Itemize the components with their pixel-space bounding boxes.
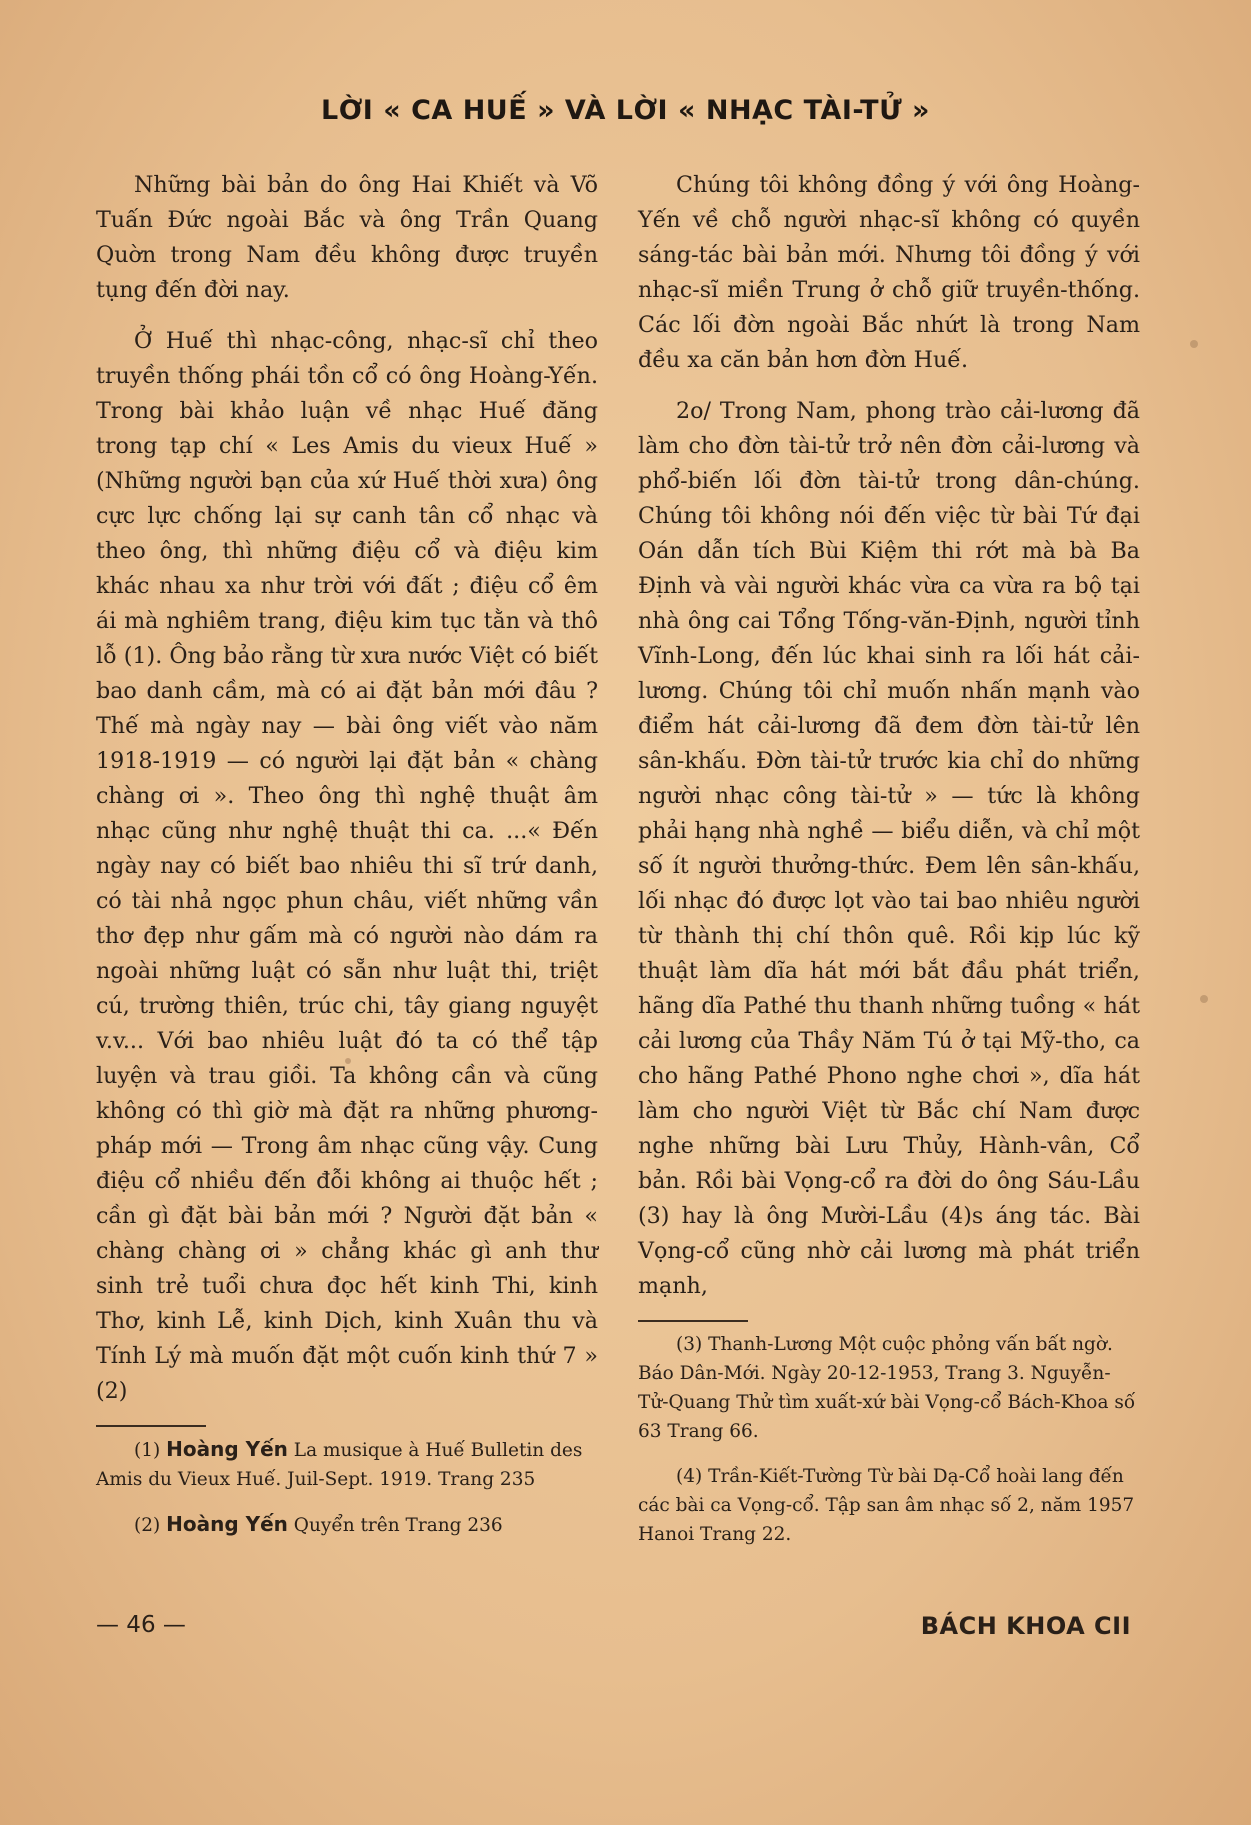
paragraph: Những bài bản do ông Hai Khiết và Võ Tuấn Đức ngoài Bắc và ông Trần Quang Quờn trong Nam đều không được truyền tụng đến đời nay.: [96, 172, 598, 303]
page-number: — 46 —: [96, 1612, 186, 1638]
footnote-author: Hoàng Yến: [166, 1512, 288, 1536]
footnote-text: Trần-Kiết-Tường Từ bài Dạ-Cổ hoài lang đến các bài ca Vọng-cổ. Tập san âm nhạc số 2, năm 1957 Hanoi Trang 22.: [638, 1466, 1135, 1545]
footnote: [96, 1510, 598, 1540]
footnote-divider: [638, 1320, 748, 1322]
footnote-number: (4): [676, 1466, 703, 1487]
footnote: [638, 1330, 1140, 1446]
left-column: [96, 168, 598, 1556]
footnote-author: Hoàng Yến: [166, 1437, 288, 1461]
paper-spot: [1190, 340, 1198, 348]
article-title: LỜI « CA HUẾ » VÀ LỜI « NHẠC TÀI-TỬ »: [321, 95, 930, 126]
footnote-ref: La musique à Huế Bulletin des Amis du Vieux Huế. Juil-Sept. 1919. Trang 235: [96, 1440, 583, 1490]
footnote-number: (2): [134, 1515, 161, 1536]
footnote-text: Thanh-Lương Một cuộc phỏng vấn bất ngờ. Báo Dân-Mới. Ngày 20-12-1953, Trang 3. Nguyễn-Tử-Quang Thử tìm xuất-xứ bài Vọng-cổ Bách-Khoa số 63 Trang 66.: [638, 1334, 1136, 1442]
footnote-number: (3): [676, 1334, 703, 1355]
footnote-divider: [96, 1425, 206, 1427]
footnote-ref: Quyển trên Trang 236: [293, 1515, 503, 1536]
footnote-number: (1): [134, 1440, 161, 1461]
paragraph: Ở Huế thì nhạc-công, nhạc-sĩ chỉ theo truyền thống phái tồn cổ có ông Hoàng-Yến. Trong bài khảo luận về nhạc Huế đăng trong tạp chí « Les Amis du vieux Huế » (Những người bạn của xứ Huế thời xưa) ông cực lực chống lại sự canh tân cổ nhạc và theo ông, thì những điệu cổ và điệu kim khác nhau xa như trời với đất ; điệu cổ êm ái mà nghiêm trang, điệu kim tục tằn và thô lỗ (1). Ông bảo rằng từ xưa nước Việt có biết bao danh cầm, mà có ai đặt bản mới đâu ? Thế mà ngày nay — bài ông viết vào năm 1918-1919 — có người lại đặt bản « chàng chàng ơi ». Theo ông thì nghệ thuật âm nhạc cũng như nghệ thuật thi ca. ...« Đến ngày nay có biết bao nhiêu thi sĩ trứ danh, có tài nhả ngọc phun châu, viết những vần thơ đẹp như gấm mà có người nào dám ra ngoài những luật có sẵn như luật thi, triệt cú, trường thiên, trúc chi, tây giang nguyệt v.v... Với bao nhiêu luật đó ta có thể tập luyện và trau giồi. Ta không cần và cũng không có thì giờ mà đặt ra những phương-pháp mới — Trong âm nhạc cũng vậy. Cung điệu cổ nhiều đến đỗi không ai thuộc hết ; cần gì đặt bài bản mới ? Người đặt bản « chàng chàng ơi » chẳng khác gì anh thư sinh trẻ tuổi chưa đọc hết kinh Thi, kinh Thơ, kinh Lễ, kinh Dịch, kinh Xuân thu và Tính Lý mà muốn đặt một cuốn kinh thứ 7 » (2): [96, 328, 598, 1404]
magazine-name: BÁCH KHOA CII: [920, 1612, 1131, 1640]
footnote: [96, 1435, 598, 1494]
paper-spot: [1200, 995, 1208, 1003]
paragraph: 2o/ Trong Nam, phong trào cải-lương đã làm cho đờn tài-tử trở nên đờn cải-lương và phổ-biến lối đờn tài-tử trong dân-chúng. Chúng tôi không nói đến việc từ bài Tứ đại Oán dẫn tích Bùi Kiệm thi rớt mà bà Ba Định và vài người khác vừa ca vừa ra bộ tại nhà ông cai Tổng Tống-văn-Định, người tỉnh Vĩnh-Long, đến lúc khai sinh ra lối hát cải-lương. Chúng tôi chỉ muốn nhấn mạnh vào điểm hát cải-lương đã đem đờn tài-tử lên sân-khấu. Đờn tài-tử trước kia chỉ do những người nhạc công tài-tử » — tức là không phải hạng nhà nghề — biểu diễn, và chỉ một số ít người thưởng-thức. Đem lên sân-khấu, lối nhạc đó được lọt vào tai bao nhiêu người từ thành thị chí thôn quê. Rồi kịp lúc kỹ thuật làm dĩa hát mới bắt đầu phát triển, hãng dĩa Pathé thu thanh những tuồng « hát cải lương của Thầy Năm Tú ở tại Mỹ-tho, ca cho hãng Pathé Phono nghe chơi », dĩa hát làm cho người Việt từ Bắc chí Nam được nghe những bài Lưu Thủy, Hành-vân, Cổ bản. Rồi bài Vọng-cổ ra đời do ông Sáu-Lầu (3) hay là ông Mười-Lầu (4)s áng tác. Bài Vọng-cổ cũng nhờ cải lương mà phát triển mạnh,: [638, 398, 1140, 1299]
footnote: [638, 1462, 1140, 1549]
right-column: [638, 168, 1140, 1565]
paragraph: Chúng tôi không đồng ý với ông Hoàng-Yến về chỗ người nhạc-sĩ không có quyền sáng-tác bài bản mới. Nhưng tôi đồng ý với nhạc-sĩ miền Trung ở chỗ giữ truyền-thống. Các lối đờn ngoài Bắc nhứt là trong Nam đều xa căn bản hơn đờn Huế.: [638, 172, 1140, 373]
